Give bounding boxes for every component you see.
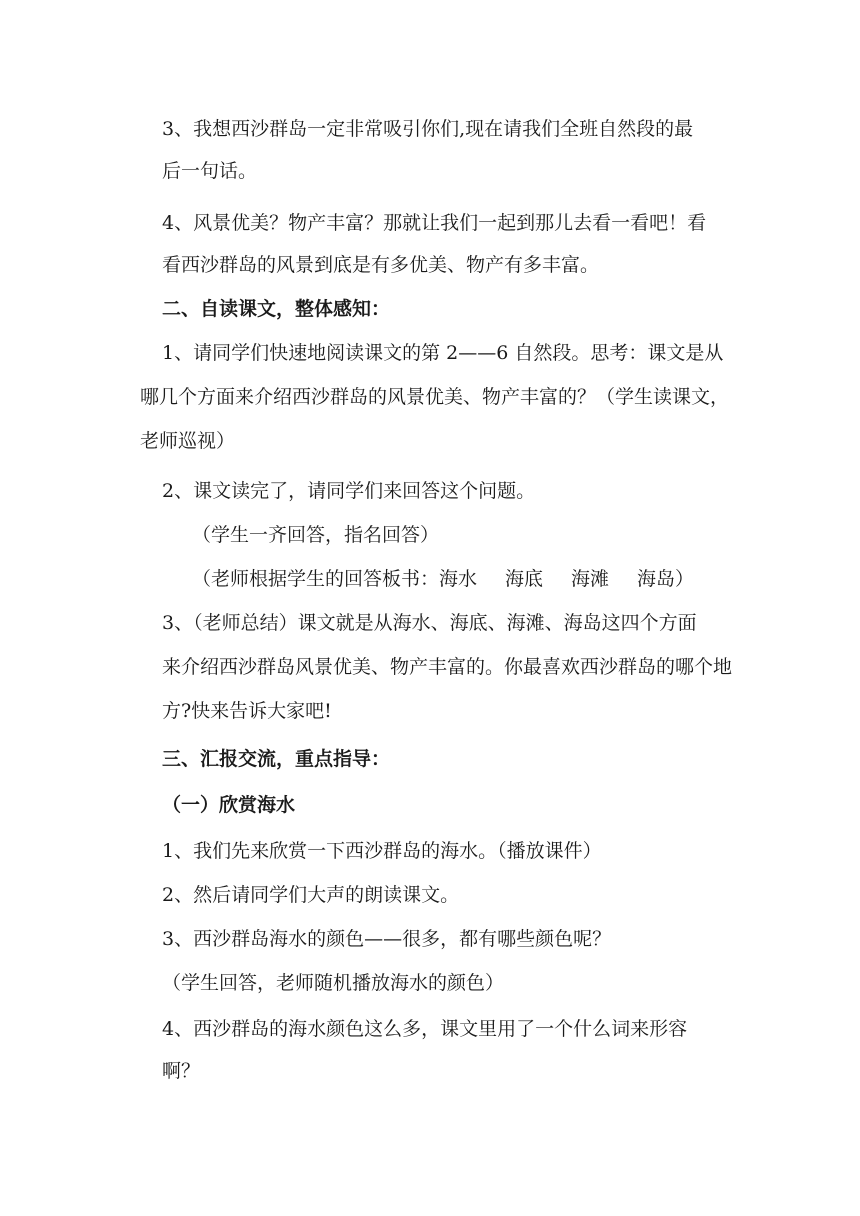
paragraph-line: （学生一齐回答，指名回答） — [192, 524, 440, 546]
paragraph-line: （学生回答，老师随机播放海水的颜色） — [162, 972, 505, 994]
board-note-prefix: （老师根据学生的回答板书：海水 — [192, 568, 478, 590]
paragraph-line: 1、请同学们快速地阅读课文的第 2——6 自然段。思考：课文是从 — [162, 342, 724, 364]
board-note-item: 海底 — [505, 568, 544, 590]
board-note-item: 海滩 — [571, 568, 610, 590]
paragraph-line: 啊？ — [162, 1060, 201, 1082]
board-note-item: 海岛） — [637, 568, 695, 590]
paragraph-line: 后一句话。 — [162, 160, 258, 182]
paragraph-line: 方?快来告诉大家吧! — [162, 700, 332, 722]
paragraph-line — [192, 566, 694, 592]
paragraph-line: 4、风景优美？物产丰富？那就让我们一起到那儿去看一看吧！看 — [162, 212, 707, 234]
subsection-heading: （一）欣赏海水 — [162, 794, 296, 816]
paragraph-line: 来介绍西沙群岛风景优美、物产丰富的。你最喜欢西沙群岛的哪个地 — [162, 656, 733, 678]
paragraph-line: 2、课文读完了，请同学们来回答这个问题。 — [162, 480, 536, 502]
paragraph-line: 看西沙群岛的风景到底是有多优美、物产有多丰富。 — [162, 254, 600, 276]
paragraph-line: 3、（老师总结）课文就是从海水、海底、海滩、海岛这四个方面 — [162, 612, 697, 634]
paragraph-line: 哪几个方面来介绍西沙群岛的风景优美、物产丰富的？（学生读课文， — [140, 386, 730, 408]
paragraph-line: 1、我们先来欣赏一下西沙群岛的海水。（播放课件） — [162, 840, 602, 862]
section-heading: 三、汇报交流，重点指导： — [162, 748, 391, 770]
paragraph-line: 老师巡视） — [140, 430, 236, 452]
paragraph-line: 2、然后请同学们大声的朗读课文。 — [162, 884, 460, 906]
paragraph-line: 3、我想西沙群岛一定非常吸引你们,现在请我们全班自然段的最 — [162, 118, 694, 140]
paragraph-line: 4、西沙群岛的海水颜色这么多，课文里用了一个什么词来形容 — [162, 1018, 688, 1040]
paragraph-line: 3、西沙群岛海水的颜色——很多，都有哪些颜色呢？ — [162, 928, 612, 950]
section-heading: 二、自读课文，整体感知： — [162, 298, 391, 320]
